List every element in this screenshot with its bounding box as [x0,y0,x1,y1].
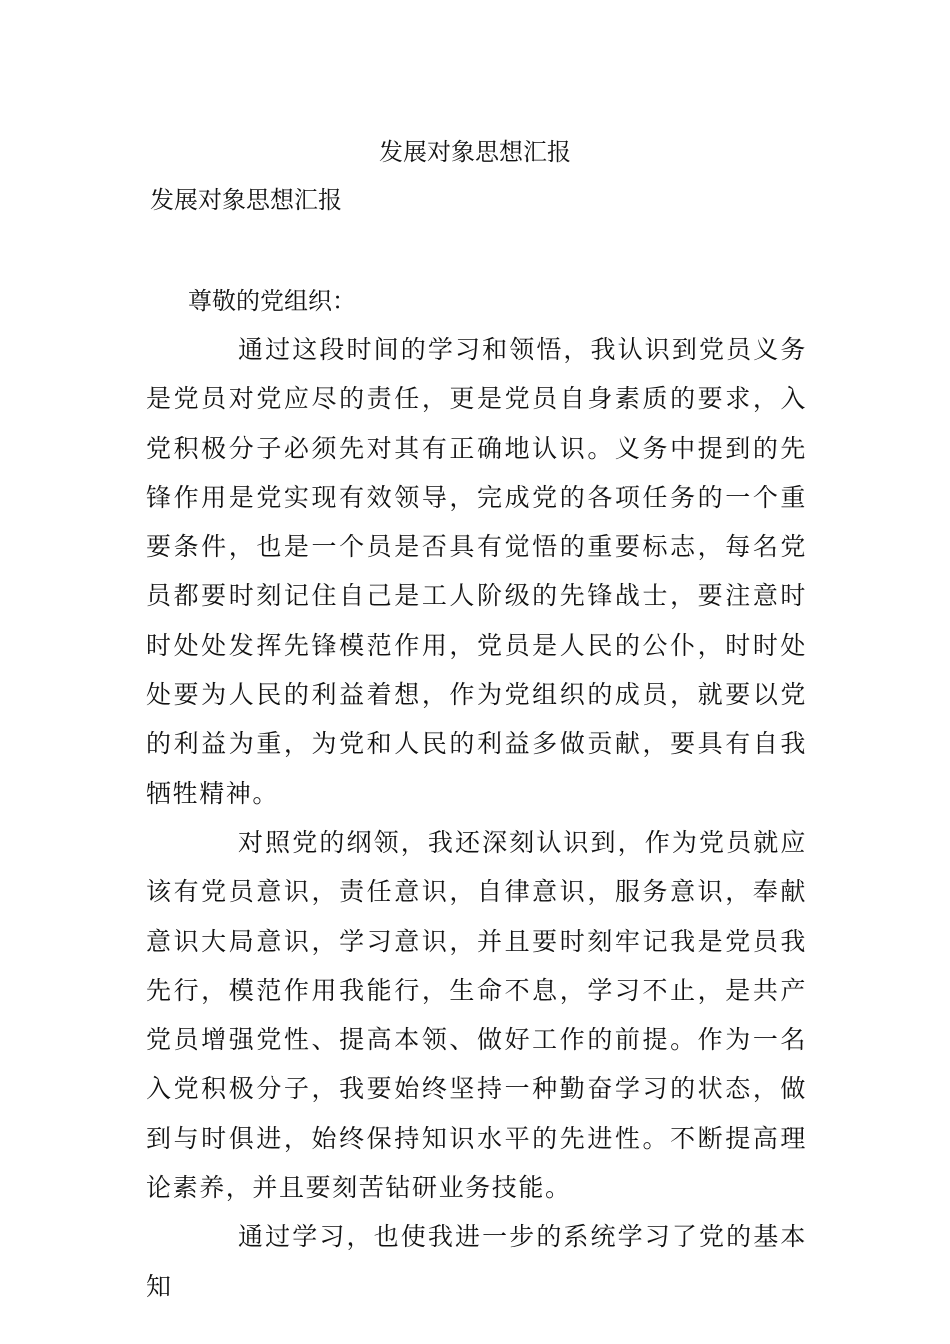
paragraph-1: 通过这段时间的学习和领悟，我认识到党员义务是党员对党应尽的责任，更是党员自身素质的要求，入党积极分子必须先对其有正确地认识。义务中提到的先锋作用是党实现有效领导，完成党的各项任务的一个重要条件，也是一个员是否具有觉悟的重要标志，每名党员都要时刻记住自己是工人阶级的先锋战士，要注意时时处处发挥先锋模范作用，党员是人民的公仆，时时处处要为人民的利益着想，作为党组织的成员，就要以党的利益为重，为党和人民的利益多做贡献，要具有自我牺牲精神。 [146,335,807,808]
document-subtitle: 发展对象思想汇报 [150,186,342,214]
document-title: 发展对象思想汇报 [379,138,571,166]
document-body [146,325,807,1311]
paragraph-2: 对照党的纲领，我还深刻认识到，作为党员就应该有党员意识，责任意识，自律意识，服务意识，奉献意识大局意识，学习意识，并且要时刻牢记我是党员我先行，模范作用我能行，生命不息，学习不止，是共产党员增强党性、提高本领、做好工作的前提。作为一名入党积极分子，我要始终坚持一种勤奋学习的状态，做到与时俱进，始终保持知识水平的先进性。不断提高理论素养，并且要刻苦钻研业务技能。 [146,827,807,1203]
salutation: 尊敬的党组织： [188,287,356,315]
paragraph-3: 通过学习，也使我进一步的系统学习了党的基本知 [146,1222,807,1301]
